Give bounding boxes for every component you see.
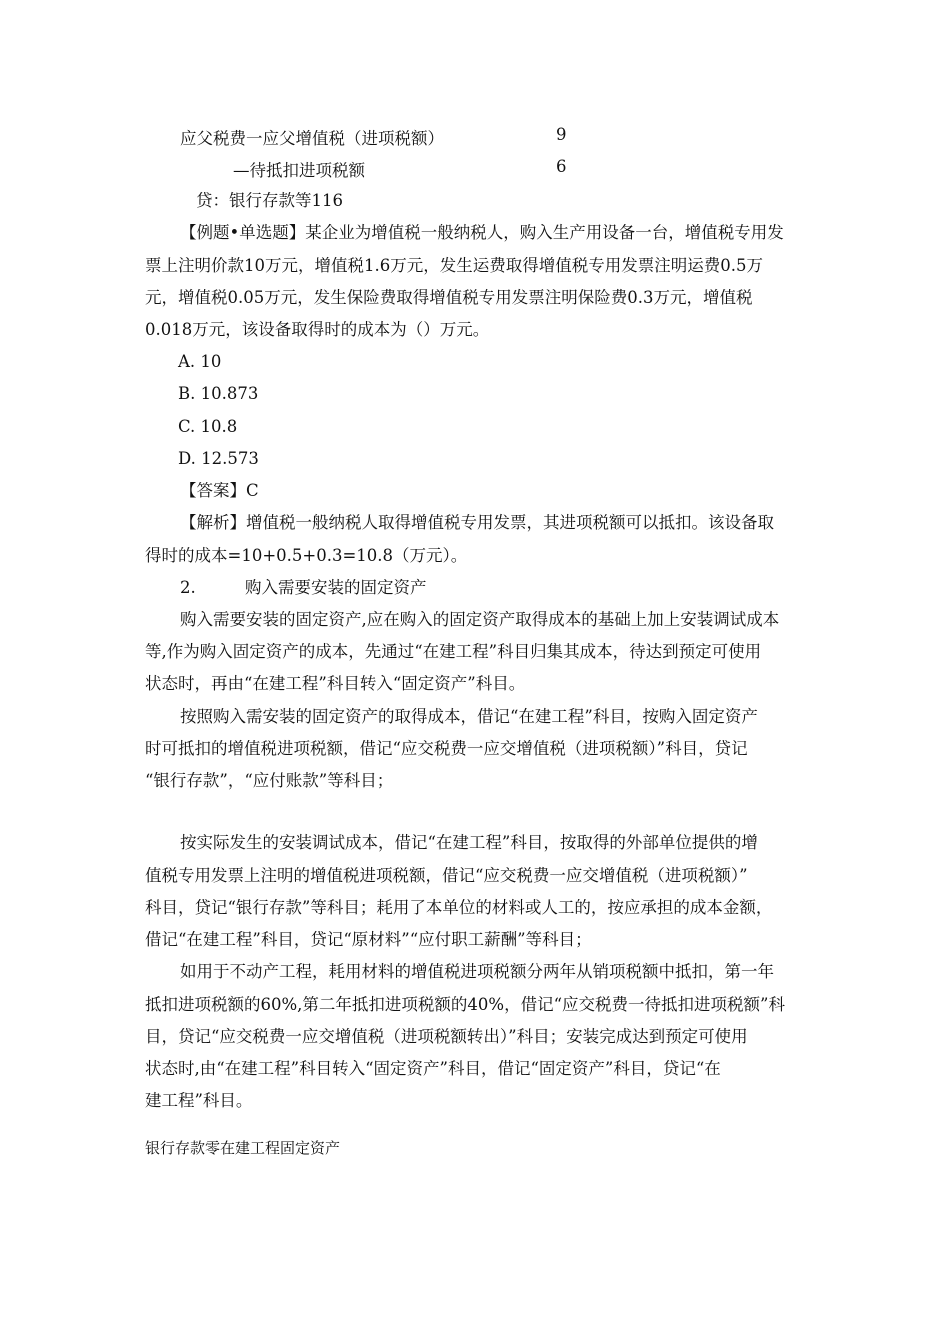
analysis-line: 得时的成本=10+0.5+0.3=10.8（万元）。 bbox=[145, 546, 468, 565]
section-number: 2. bbox=[180, 578, 196, 597]
option-b: B. 10.873 bbox=[178, 384, 259, 403]
journal-debit-pending-deduct: —待抵扣进项税额 bbox=[233, 161, 365, 180]
option-a: A. 10 bbox=[178, 352, 222, 371]
example-line: 票上注明价款10万元，增值税1.6万元，发生运费取得增值税专用发票注明运费0.5万 bbox=[145, 256, 763, 275]
option-d: D. 12.573 bbox=[178, 449, 259, 468]
para4-line: 状态时,由“在建工程”科目转入“固定资产”科目，借记“固定资产”科目，贷记“在 bbox=[145, 1059, 721, 1078]
answer: 【答案】C bbox=[180, 481, 259, 500]
para4-line: 抵扣进项税额的60%,第二年抵扣进项税额的40%，借记“应交税费一待抵扣进项税额”科 bbox=[145, 995, 785, 1014]
para4-line: 目，贷记“应交税费一应交增值税（进项税额转出）”科目；安装完成达到预定可使用 bbox=[145, 1027, 748, 1046]
footer-note: 银行存款零在建工程固定资产 bbox=[145, 1139, 341, 1157]
para3-line: 按实际发生的安装调试成本，借记“在建工程”科目，按取得的外部单位提供的增 bbox=[180, 833, 758, 852]
journal-debit-vat-input-amount: 9 bbox=[556, 125, 567, 144]
para4-line: 如用于不动产工程，耗用材料的增值税进项税额分两年从销项税额中抵扣，第一年 bbox=[180, 962, 774, 981]
journal-debit-pending-deduct-amount: 6 bbox=[556, 157, 567, 176]
example-line: 【例题•单选题】某企业为增值税一般纳税人，购入生产用设备一台，增值税专用发 bbox=[180, 223, 784, 242]
para2-line: 时可抵扣的增值税进项税额，借记“应交税费一应交增值税（进项税额）”科目，贷记 bbox=[145, 739, 748, 758]
para2-line: “银行存款”，“应付账款”等科目； bbox=[145, 771, 394, 790]
para1-line: 等,作为购入固定资产的成本，先通过“在建工程”科目归集其成本，待达到预定可使用 bbox=[145, 642, 762, 661]
analysis-line: 【解析】增值税一般纳税人取得增值税专用发票，其进项税额可以抵扣。该设备取 bbox=[180, 513, 774, 532]
example-line: 0.018万元，该设备取得时的成本为（）万元。 bbox=[145, 320, 490, 339]
example-line: 元，增值税0.05万元，发生保险费取得增值税专用发票注明保险费0.3万元，增值税 bbox=[145, 288, 753, 307]
para2-line: 按照购入需安装的固定资产的取得成本，借记“在建工程”科目，按购入固定资产 bbox=[180, 707, 758, 726]
journal-credit-bank: 贷：银行存款等116 bbox=[196, 191, 343, 210]
section-title: 购入需要安装的固定资产 bbox=[245, 578, 427, 597]
journal-debit-vat-input: 应父税费一应父增值税（进项税额） bbox=[180, 129, 444, 148]
option-c: C. 10.8 bbox=[178, 417, 238, 436]
para4-line: 建工程”科目。 bbox=[145, 1091, 253, 1110]
para1-line: 购入需要安装的固定资产,应在购入的固定资产取得成本的基础上加上安装调试成本 bbox=[180, 610, 780, 629]
para3-line: 科目，贷记“银行存款”等科目；耗用了本单位的材料或人工的，按应承担的成本金额， bbox=[145, 898, 773, 917]
para3-line: 值税专用发票上注明的增值税进项税额，借记“应交税费一应交增值税（进项税额）” bbox=[145, 866, 748, 885]
para3-line: 借记“在建工程”科目，贷记“原材料”“应付职工薪酬”等科目； bbox=[145, 930, 592, 949]
para1-line: 状态时，再由“在建工程”科目转入“固定资产”科目。 bbox=[145, 674, 526, 693]
